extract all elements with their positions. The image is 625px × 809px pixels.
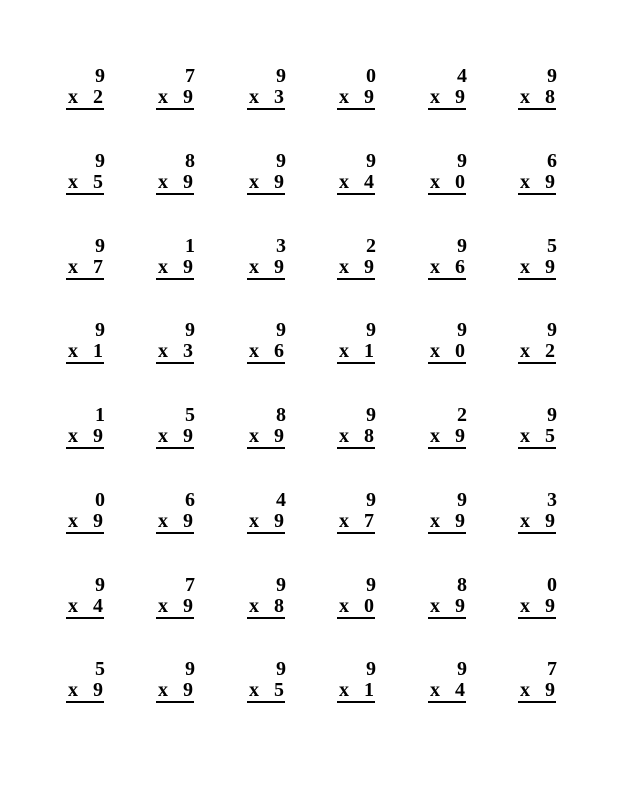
- multiplication-problem: [66, 575, 106, 621]
- multiplication-problem: [518, 236, 558, 282]
- multiplication-problem: [247, 490, 287, 536]
- answer-line: [428, 171, 466, 195]
- multiplier: 9: [183, 425, 193, 447]
- multiplier: 9: [274, 171, 284, 193]
- multiplier: 1: [364, 679, 374, 701]
- multiplicand: 4: [276, 489, 286, 511]
- multiplicand: 3: [547, 489, 557, 511]
- multiplication-problem: [247, 151, 287, 197]
- multiplication-operator: x: [68, 510, 78, 532]
- multiplier: 5: [545, 425, 555, 447]
- answer-line: [247, 86, 285, 110]
- multiplier: 9: [364, 86, 374, 108]
- multiplicand: 9: [366, 404, 376, 426]
- answer-line: [337, 340, 375, 364]
- multiplier: 9: [274, 425, 284, 447]
- multiplication-operator: x: [339, 171, 349, 193]
- multiplication-operator: x: [520, 256, 530, 278]
- multiplier: 6: [455, 256, 465, 278]
- multiplier: 0: [364, 595, 374, 617]
- multiplication-problem: [428, 490, 468, 536]
- multiplier: 4: [364, 171, 374, 193]
- answer-line: [337, 595, 375, 619]
- multiplication-problem: [337, 66, 377, 112]
- multiplication-problem: [337, 490, 377, 536]
- answer-line: [337, 510, 375, 534]
- multiplier: 5: [274, 679, 284, 701]
- multiplication-operator: x: [249, 510, 259, 532]
- multiplication-operator: x: [430, 86, 440, 108]
- multiplicand: 9: [366, 658, 376, 680]
- multiplication-operator: x: [520, 425, 530, 447]
- answer-line: [247, 171, 285, 195]
- answer-line: [518, 425, 556, 449]
- multiplier: 8: [545, 86, 555, 108]
- multiplicand: 7: [547, 658, 557, 680]
- answer-line: [428, 256, 466, 280]
- answer-line: [247, 425, 285, 449]
- multiplication-problem: [156, 320, 196, 366]
- answer-line: [156, 510, 194, 534]
- multiplicand: 3: [276, 235, 286, 257]
- multiplication-problem: [337, 659, 377, 705]
- multiplication-operator: x: [520, 595, 530, 617]
- multiplicand: 6: [547, 150, 557, 172]
- multiplication-problem: [518, 66, 558, 112]
- multiplication-operator: x: [249, 86, 259, 108]
- multiplication-problem: [66, 490, 106, 536]
- multiplication-operator: x: [249, 171, 259, 193]
- answer-line: [428, 425, 466, 449]
- multiplier: 0: [455, 171, 465, 193]
- multiplier: 9: [183, 256, 193, 278]
- multiplication-operator: x: [158, 510, 168, 532]
- multiplicand: 6: [185, 489, 195, 511]
- multiplication-operator: x: [68, 171, 78, 193]
- multiplicand: 0: [547, 574, 557, 596]
- multiplicand: 9: [95, 235, 105, 257]
- multiplication-operator: x: [158, 86, 168, 108]
- answer-line: [247, 510, 285, 534]
- multiplication-operator: x: [430, 256, 440, 278]
- answer-line: [518, 679, 556, 703]
- answer-line: [66, 340, 104, 364]
- multiplication-problem: [428, 151, 468, 197]
- multiplicand: 9: [276, 574, 286, 596]
- multiplier: 9: [455, 86, 465, 108]
- multiplier: 9: [183, 171, 193, 193]
- answer-line: [66, 86, 104, 110]
- multiplier: 8: [364, 425, 374, 447]
- multiplicand: 9: [95, 574, 105, 596]
- multiplicand: 9: [457, 319, 467, 341]
- answer-line: [66, 256, 104, 280]
- multiplier: 9: [545, 256, 555, 278]
- multiplicand: 5: [95, 658, 105, 680]
- multiplicand: 0: [366, 65, 376, 87]
- multiplier: 5: [93, 171, 103, 193]
- answer-line: [156, 595, 194, 619]
- multiplicand: 5: [185, 404, 195, 426]
- multiplication-problem: [428, 405, 468, 451]
- multiplication-problem: [156, 151, 196, 197]
- answer-line: [247, 256, 285, 280]
- multiplicand: 8: [457, 574, 467, 596]
- answer-line: [518, 340, 556, 364]
- answer-line: [66, 171, 104, 195]
- multiplication-problem: [156, 659, 196, 705]
- multiplicand: 9: [366, 150, 376, 172]
- multiplication-problem: [337, 405, 377, 451]
- multiplicand: 0: [95, 489, 105, 511]
- multiplier: 3: [274, 86, 284, 108]
- multiplication-problem: [428, 575, 468, 621]
- multiplication-operator: x: [158, 256, 168, 278]
- multiplicand: 9: [457, 658, 467, 680]
- multiplication-operator: x: [68, 86, 78, 108]
- multiplicand: 1: [185, 235, 195, 257]
- multiplication-problem: [247, 575, 287, 621]
- multiplier: 0: [455, 340, 465, 362]
- multiplication-problem: [156, 490, 196, 536]
- multiplicand: 9: [457, 150, 467, 172]
- multiplication-problem: [247, 405, 287, 451]
- multiplicand: 9: [185, 319, 195, 341]
- multiplication-operator: x: [68, 256, 78, 278]
- multiplication-operator: x: [430, 510, 440, 532]
- answer-line: [518, 171, 556, 195]
- multiplication-operator: x: [249, 595, 259, 617]
- multiplicand: 2: [366, 235, 376, 257]
- multiplication-problem: [518, 405, 558, 451]
- answer-line: [247, 595, 285, 619]
- multiplicand: 7: [185, 65, 195, 87]
- multiplier: 7: [364, 510, 374, 532]
- multiplicand: 9: [185, 658, 195, 680]
- multiplication-problem: [156, 575, 196, 621]
- multiplication-problem: [518, 490, 558, 536]
- multiplier: 7: [93, 256, 103, 278]
- multiplication-problem: [156, 236, 196, 282]
- answer-line: [247, 340, 285, 364]
- multiplication-operator: x: [339, 86, 349, 108]
- multiplicand: 9: [366, 574, 376, 596]
- multiplication-operator: x: [430, 171, 440, 193]
- multiplication-operator: x: [158, 679, 168, 701]
- answer-line: [428, 510, 466, 534]
- answer-line: [66, 510, 104, 534]
- multiplication-operator: x: [339, 679, 349, 701]
- multiplicand: 1: [95, 404, 105, 426]
- answer-line: [156, 86, 194, 110]
- multiplicand: 9: [276, 658, 286, 680]
- multiplier: 3: [183, 340, 193, 362]
- multiplication-problem: [337, 151, 377, 197]
- multiplication-operator: x: [68, 340, 78, 362]
- multiplication-problem: [518, 575, 558, 621]
- multiplicand: 4: [457, 65, 467, 87]
- multiplier: 2: [545, 340, 555, 362]
- multiplicand: 8: [185, 150, 195, 172]
- multiplication-operator: x: [68, 425, 78, 447]
- multiplicand: 9: [457, 489, 467, 511]
- multiplication-operator: x: [430, 425, 440, 447]
- multiplier: 8: [274, 595, 284, 617]
- multiplication-operator: x: [249, 340, 259, 362]
- answer-line: [518, 256, 556, 280]
- answer-line: [518, 595, 556, 619]
- multiplication-operator: x: [520, 86, 530, 108]
- multiplication-operator: x: [520, 510, 530, 532]
- multiplier: 9: [183, 595, 193, 617]
- multiplier: 9: [364, 256, 374, 278]
- multiplication-problem: [428, 320, 468, 366]
- multiplication-operator: x: [520, 171, 530, 193]
- multiplication-operator: x: [158, 340, 168, 362]
- multiplier: 9: [545, 171, 555, 193]
- multiplication-operator: x: [68, 595, 78, 617]
- multiplication-problem: [518, 659, 558, 705]
- multiplication-operator: x: [339, 425, 349, 447]
- multiplier: 9: [274, 256, 284, 278]
- multiplier: 9: [93, 679, 103, 701]
- multiplication-operator: x: [339, 256, 349, 278]
- answer-line: [66, 595, 104, 619]
- multiplication-problem: [66, 659, 106, 705]
- answer-line: [156, 679, 194, 703]
- multiplier: 9: [545, 595, 555, 617]
- answer-line: [156, 256, 194, 280]
- multiplication-operator: x: [249, 425, 259, 447]
- multiplication-problem: [156, 66, 196, 112]
- multiplication-problem: [66, 320, 106, 366]
- multiplication-problem: [428, 66, 468, 112]
- multiplicand: 9: [547, 404, 557, 426]
- multiplier: 9: [183, 86, 193, 108]
- answer-line: [337, 171, 375, 195]
- multiplication-problem: [337, 575, 377, 621]
- multiplication-problem: [428, 236, 468, 282]
- multiplier: 4: [455, 679, 465, 701]
- answer-line: [337, 679, 375, 703]
- multiplication-problem: [518, 151, 558, 197]
- multiplicand: 9: [547, 65, 557, 87]
- answer-line: [156, 425, 194, 449]
- multiplication-problem: [156, 405, 196, 451]
- answer-line: [518, 510, 556, 534]
- multiplicand: 9: [95, 65, 105, 87]
- multiplication-problem: [66, 151, 106, 197]
- multiplication-operator: x: [339, 510, 349, 532]
- multiplication-operator: x: [430, 340, 440, 362]
- multiplication-problem: [247, 66, 287, 112]
- multiplier: 9: [274, 510, 284, 532]
- multiplication-operator: x: [249, 679, 259, 701]
- multiplication-operator: x: [158, 595, 168, 617]
- multiplication-problem: [247, 236, 287, 282]
- answer-line: [428, 86, 466, 110]
- multiplicand: 9: [95, 150, 105, 172]
- multiplier: 9: [545, 510, 555, 532]
- multiplicand: 9: [457, 235, 467, 257]
- multiplier: 1: [93, 340, 103, 362]
- answer-line: [156, 340, 194, 364]
- answer-line: [66, 679, 104, 703]
- multiplication-operator: x: [520, 340, 530, 362]
- multiplicand: 7: [185, 574, 195, 596]
- multiplication-operator: x: [158, 425, 168, 447]
- multiplicand: 9: [276, 65, 286, 87]
- multiplier: 9: [455, 595, 465, 617]
- answer-line: [428, 595, 466, 619]
- multiplicand: 9: [366, 319, 376, 341]
- multiplicand: 8: [276, 404, 286, 426]
- multiplication-problem: [247, 320, 287, 366]
- multiplication-problem: [66, 405, 106, 451]
- answer-line: [247, 679, 285, 703]
- multiplier: 9: [93, 510, 103, 532]
- multiplier: 1: [364, 340, 374, 362]
- multiplication-problem: [337, 236, 377, 282]
- multiplier: 9: [183, 510, 193, 532]
- multiplicand: 9: [276, 150, 286, 172]
- multiplication-problem: [247, 659, 287, 705]
- answer-line: [428, 340, 466, 364]
- multiplication-problem: [337, 320, 377, 366]
- multiplier: 2: [93, 86, 103, 108]
- multiplication-operator: x: [520, 679, 530, 701]
- multiplication-operator: x: [158, 171, 168, 193]
- multiplication-operator: x: [249, 256, 259, 278]
- answer-line: [337, 425, 375, 449]
- multiplier: 9: [455, 425, 465, 447]
- multiplicand: 2: [457, 404, 467, 426]
- answer-line: [428, 679, 466, 703]
- multiplication-operator: x: [68, 679, 78, 701]
- answer-line: [156, 171, 194, 195]
- multiplier: 6: [274, 340, 284, 362]
- multiplier: 4: [93, 595, 103, 617]
- multiplicand: 9: [276, 319, 286, 341]
- answer-line: [66, 425, 104, 449]
- multiplication-operator: x: [430, 595, 440, 617]
- answer-line: [518, 86, 556, 110]
- multiplication-operator: x: [430, 679, 440, 701]
- multiplication-problem: [518, 320, 558, 366]
- answer-line: [337, 86, 375, 110]
- multiplier: 9: [545, 679, 555, 701]
- multiplication-problem: [428, 659, 468, 705]
- multiplicand: 9: [366, 489, 376, 511]
- multiplication-operator: x: [339, 340, 349, 362]
- multiplier: 9: [183, 679, 193, 701]
- multiplier: 9: [93, 425, 103, 447]
- multiplication-problem: [66, 236, 106, 282]
- multiplicand: 9: [547, 319, 557, 341]
- answer-line: [337, 256, 375, 280]
- multiplication-operator: x: [339, 595, 349, 617]
- multiplier: 9: [455, 510, 465, 532]
- multiplication-problem: [66, 66, 106, 112]
- multiplicand: 5: [547, 235, 557, 257]
- multiplicand: 9: [95, 319, 105, 341]
